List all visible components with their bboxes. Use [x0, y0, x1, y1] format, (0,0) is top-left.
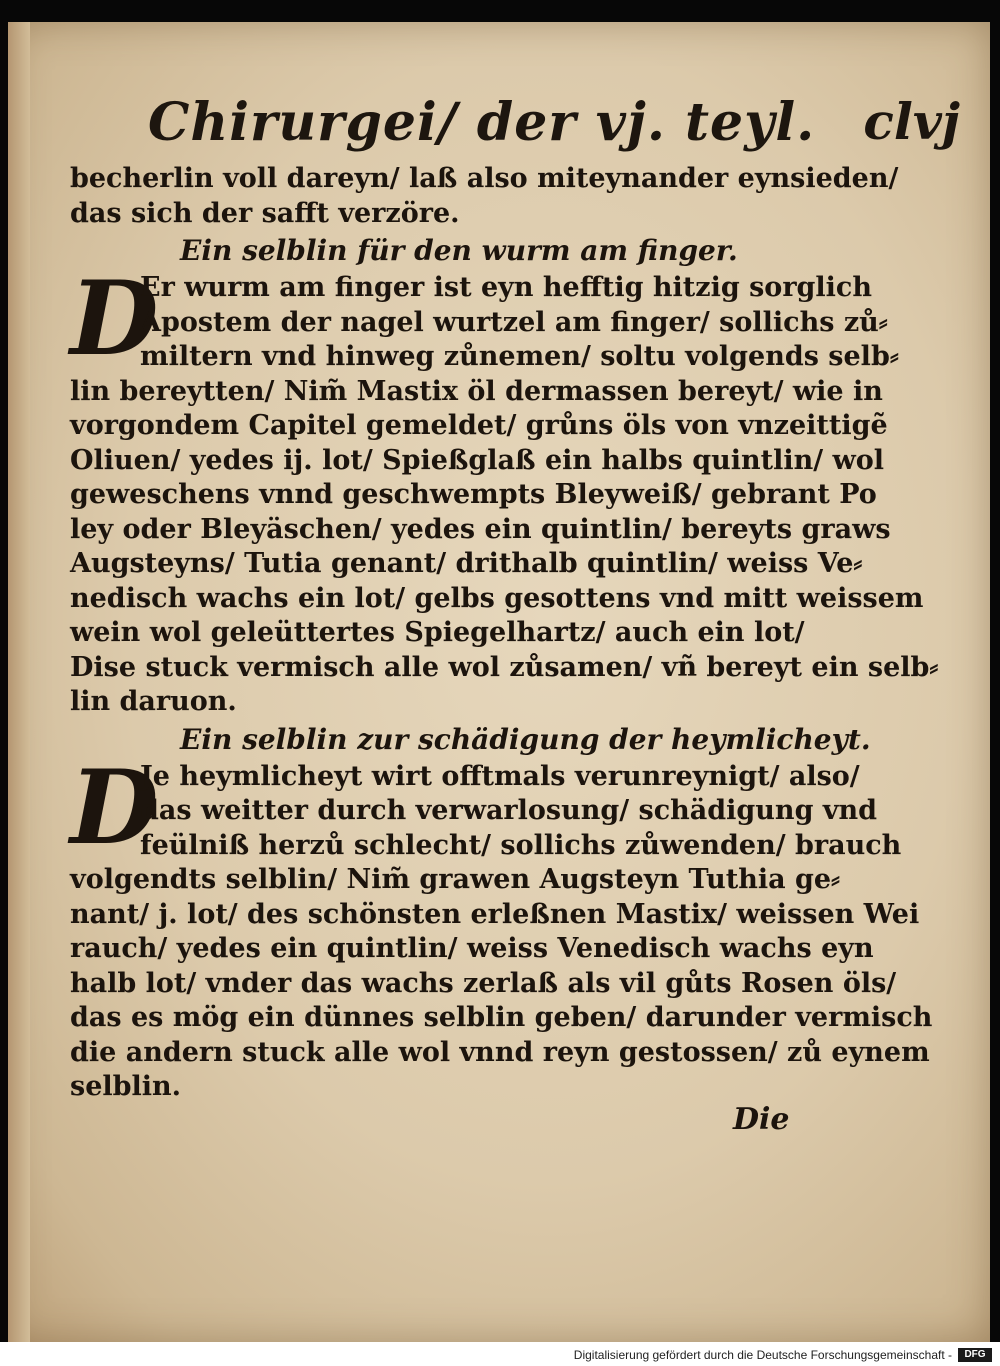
main-text [70, 162, 939, 1105]
text-line: miltern vnd hinweg zůnemen/ soltu volgends selb⸗ [140, 341, 899, 372]
decorated-initial: D [70, 259, 159, 379]
running-title: Chirurgei/ der vj. teyl. [148, 92, 816, 153]
funding-credit: Digitalisierung gefördert durch die Deutsche Forschungsgemeinschaft - [573, 1348, 952, 1362]
folio-number: clvj [863, 92, 960, 151]
text-line: rauch/ yedes ein quintlin/ weiss Venedisch wachs eyn [70, 933, 874, 964]
text-line: das sich der safft verzöre. [70, 197, 460, 229]
page-binding-edge [8, 22, 30, 1342]
decorated-initial: D [70, 747, 159, 868]
text-line: becherlin voll dareyn/ laß also miteynander eynsieden/ [70, 163, 899, 194]
text-line: Je heymlicheyt wirt offtmals verunreynigt/ also/ [140, 760, 860, 792]
paragraph [70, 259, 899, 379]
text-line: selblin. [70, 1071, 182, 1102]
section-heading: Ein selblin zur schädigung der heymlicheyt. [180, 722, 871, 756]
dfg-logo: DFG [958, 1348, 992, 1362]
catchword: Die [733, 1102, 790, 1137]
text-line: geweschens vnnd geschwempts Bleyweiß/ gebrant Po [70, 479, 877, 510]
text-line: die andern stuck alle wol vnnd reyn gestossen/ zů eynem [70, 1036, 930, 1068]
text-line: lin daruon. [70, 686, 237, 717]
text-line: Apostem der nagel wurtzel am finger/ sollichs zů⸗ [140, 306, 888, 338]
text-line: nedisch wachs ein lot/ gelbs gesottens vnd mitt weissem [70, 582, 924, 614]
text-line: Augsteyns/ Tutia genant/ drithalb quintlin/ weiss Ve⸗ [70, 548, 863, 579]
text-line: volgendts selblin/ Nim̃ grawen Augsteyn Tuthia ge⸗ [70, 864, 841, 895]
page-header [68, 82, 970, 172]
text-line: feülniß herzů schlecht/ sollichs zůwenden/ brauch [140, 829, 902, 861]
text-line: Er wurm am finger ist eyn hefftig hitzig sorglich [140, 272, 873, 303]
digitization-footer [0, 1342, 1000, 1366]
text-line: Dise stuck vermisch alle wol zůsamen/ vñ bereyt ein selb⸗ [70, 651, 939, 683]
text-line: das weitter durch verwarlosung/ schädigung vnd [140, 795, 878, 826]
text-line: nant/ j. lot/ des schönsten erleßnen Mastix/ weissen Wei [70, 898, 920, 930]
text-line: ley oder Bleyäschen/ yedes ein quintlin/ bereyts graws [70, 513, 891, 545]
text-line: lin bereytten/ Nim̃ Mastix öl dermassen bereyt/ wie in [70, 375, 883, 407]
text-line: Oliuen/ yedes ij. lot/ Spießglaß ein halbs quintlin/ wol [70, 444, 885, 476]
text-line: halb lot/ vnder das wachs zerlaß als vil gůts Rosen öls/ [70, 967, 897, 999]
paragraph [70, 747, 902, 868]
section-heading: Ein selblin für den wurm am finger. [180, 234, 738, 267]
text-line: das es mög ein dünnes selblin geben/ darunder vermisch [70, 1002, 933, 1033]
text-line: wein wol geleüttertes Spiegelhartz/ auch ein lot/ [70, 617, 805, 648]
book-page [8, 22, 990, 1342]
text-line: vorgondem Capitel gemeldet/ grůns öls von vnzeittigẽ [70, 410, 888, 441]
